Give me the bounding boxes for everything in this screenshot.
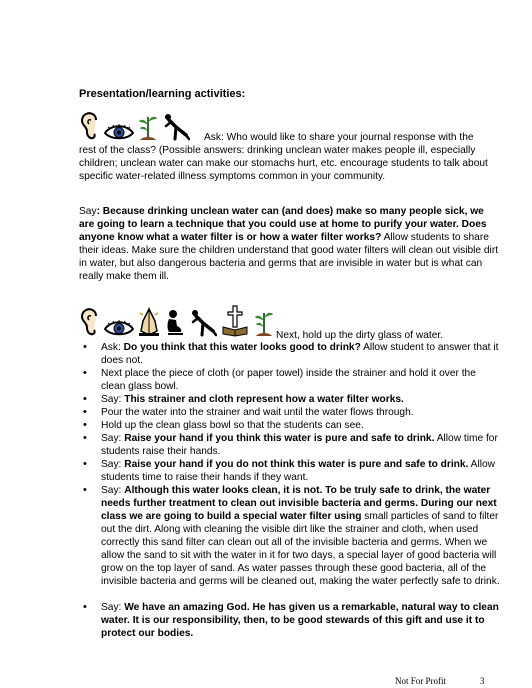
list-item: • Say: Raise your hand if you do not think this water is pure and safe to drink. Allow students time to raise their hands if they want. (83, 458, 503, 484)
say-bold-text: : Because drinking unclean water can (and does) make so many people sick, we are going to learn a technique that you could use at home to purify your water. Does anyone know what a water filter is or how a water filter works? (79, 206, 487, 243)
list-item: • Say: Raise your hand if you think this water is pure and safe to drink. Allow time for students raise their hands. (83, 432, 503, 458)
list-item: • Say: This strainer and cloth represent how a water filter works. (83, 393, 503, 406)
praying-hands-icon (137, 307, 161, 337)
section1-paragraph (79, 131, 499, 183)
section-heading: Presentation/learning activities: (79, 88, 246, 100)
section2-lead: Next, hold up the dirty glass of water. (276, 330, 444, 341)
kneeling-person-icon (164, 309, 186, 337)
list-item: • Hold up the clean glass bowl so that the students can see. (83, 419, 503, 432)
say-prefix: Say (79, 206, 97, 217)
footer-note: Not For Profit (395, 676, 447, 686)
say-rest-text: Allow students to share their ideas. Make sure the children understand that good water filters will clean out visible dirt in water, but also dangerous bacteria and germs that are invisible in water but is what can really make them ill. (79, 232, 499, 282)
section1-say-paragraph (79, 205, 499, 283)
section1-lead: Ask: Who would like to share your journal response with the (204, 132, 474, 143)
stretching-person-icon (189, 309, 217, 337)
list-item: • Say: Although this water looks clean, it is not. To be truly safe to drink, the water needs further treatment to clean out invisible bacteria and germs. During our next class we are going to build a special water filter using small particles of sand to filter out the dirt. Along with cleaning the visible dirt like the strainer and cloth, when used correctly this sand filter can clean out all of the invisible bacteria and germs. When we allow the sand to sit with the water in it for two days, a special layer of good bacteria will grow on the top layer of sand. As water passes through these good bacteria, all of the invisible bacteria and germs will be cleaned out, making the water perfectly safe to drink. (83, 484, 503, 588)
list-item: • Next place the piece of cloth (or paper towel) inside the strainer and hold it over the clean glass bowl. (83, 367, 503, 393)
activity-icons-row-2 (79, 305, 275, 337)
list-item: • Pour the water into the strainer and wait until the water flows through. (83, 406, 503, 419)
cross-on-bible-icon (220, 305, 250, 337)
plant-icon (253, 309, 275, 337)
eye-icon (104, 319, 134, 337)
list-item: • Ask: Do you think that this water looks good to drink? Allow student to answer that it does not. (83, 341, 503, 367)
section1-body: rest of the class? (Possible answers: drinking unclean water makes people ill, especially children; unclean water can make our stomachs hurt, etc. encourage students to talk about specific water-related illness symptoms common in your community. (79, 145, 488, 182)
page-number: 3 (480, 676, 485, 686)
list-item: • Say: We have an amazing God. He has given us a remarkable, natural way to clean water. It is our responsibility, then, to be good stewards of this gift and use it to protect our bodies. (83, 601, 503, 640)
ear-icon (79, 307, 101, 337)
instruction-list (83, 341, 503, 640)
